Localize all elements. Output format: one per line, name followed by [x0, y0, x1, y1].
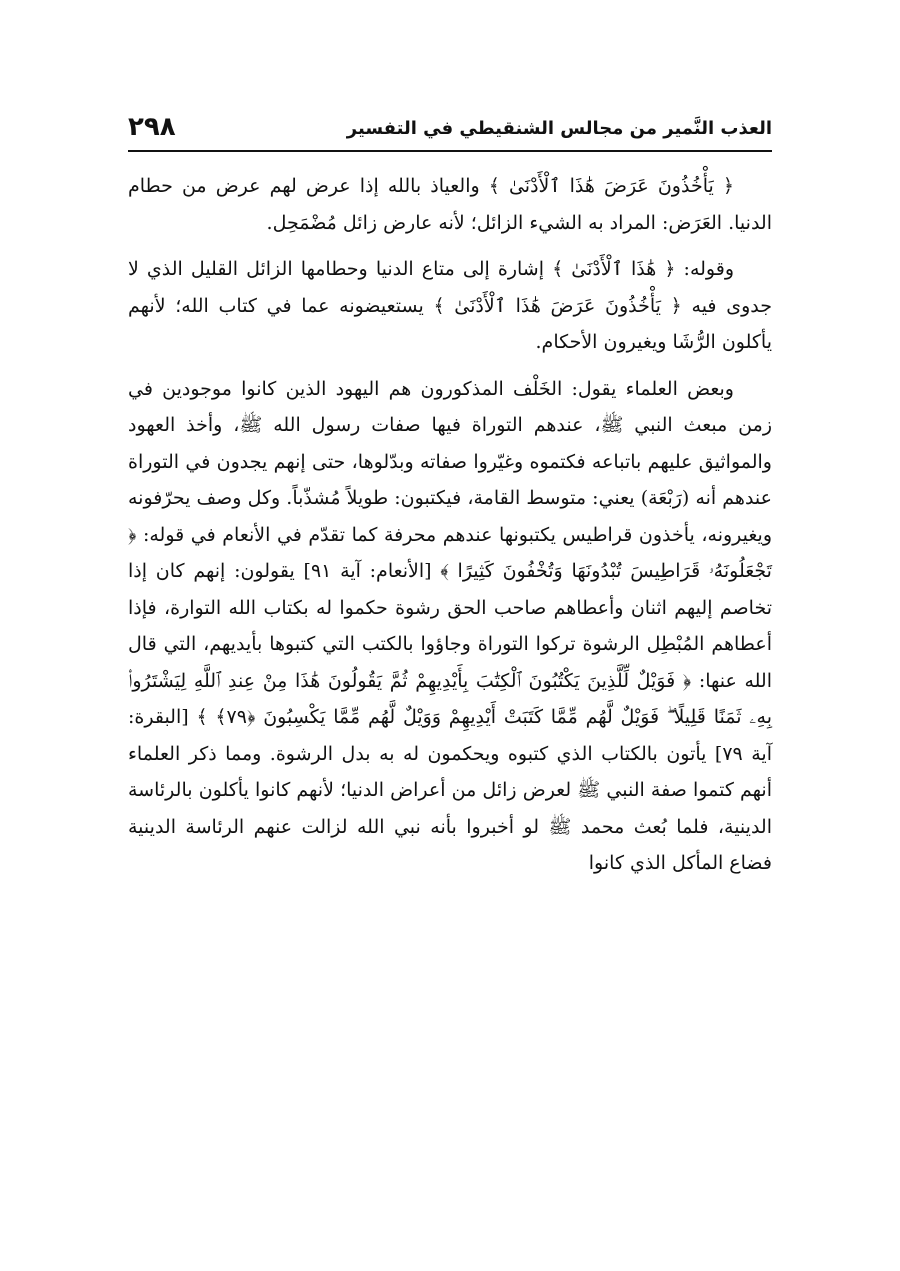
paragraph-3: وبعض العلماء يقول: الخَلْف المذكورون هم اليهود الذين كانوا موجودين في زمن مبعث النبي ﷺ، عندهم التوراة فيها صفات رسول الله ﷺ، وأخذ العهود والمواثيق عليهم باتباعه فكتموه وغيّروا صفاته وبدّلوها، حتى إنهم يجدون في التوراة عندهم أنه (رَبْعَة) يعني: متوسط القامة، فيكتبون: طويلاً مُشذّباً. وكل وصف يحرّفونه ويغيرونه، يأخذون قراطيس يكتبونها عندهم محرفة كما تقدّم في الأنعام في قوله: ﴿ تَجْعَلُونَهُۥ قَرَاطِيسَ تُبْدُونَهَا وَتُخْفُونَ كَثِيرًا ﴾ [الأنعام: آية ٩١] يقولون: إنهم كان إذا تخاصم إليهم اثنان وأعطاهم صاحب الحق رشوة حكموا له بكتاب الله التوارة، فإذا أعطاهم المُبْطِل الرشوة تركوا التوراة وجاؤوا بالكتب التي كتبوها بأيديهم، التي قال الله عنها: ﴿ فَوَيْلٌ لِّلَّذِينَ يَكْتُبُونَ ٱلْكِتَٰبَ بِأَيْدِيهِمْ ثُمَّ يَقُولُونَ هَٰذَا مِنْ عِندِ ٱللَّهِ لِيَشْتَرُوا۟ بِهِۦ ثَمَنًا قَلِيلًا ۖ فَوَيْلٌ لَّهُم مِّمَّا كَتَبَتْ أَيْدِيهِمْ وَوَيْلٌ لَّهُم مِّمَّا يَكْسِبُونَ ﴿٧٩﴾ ﴾ [البقرة: آية ٧٩] يأتون بالكتاب الذي كتبوه ويحكمون له به بدل الرشوة. ومما ذكر العلماء أنهم كتموا صفة النبي ﷺ لعرض زائل من أعراض الدنيا؛ لأنهم كانوا يأكلون بالرئاسة الدينية، فلما بُعث محمد ﷺ لو أخبروا بأنه نبي الله لزالت عنهم الرئاسة الدينية فضاع المأكل الذي كانوا: [128, 377, 772, 874]
paragraph-1: ﴿ يَأْخُذُونَ عَرَضَ هَٰذَا ٱلْأَدْنَىٰ ﴾ والعياذ بالله إذا عرض لهم عرض من حطام الدنيا. العَرَض: المراد به الشيء الزائل؛ لأنه عارض زائل مُضْمَحِل.: [128, 175, 772, 234]
paragraph-2: وقوله: ﴿ هَٰذَا ٱلْأَدْنَىٰ ﴾ إشارة إلى متاع الدنيا وحطامها الزائل القليل الذي لا جدوى فيه ﴿ يَأْخُذُونَ عَرَضَ هَٰذَا ٱلْأَدْنَىٰ ﴾ يستعيضونه عما في كتاب الله؛ لأنهم يأكلون الرُّشَا ويغيرون الأحكام.: [128, 258, 772, 353]
page-number: ٢٩٨: [128, 112, 176, 142]
running-header: [128, 112, 772, 152]
header-divider: [128, 150, 772, 152]
main-text: [128, 168, 772, 882]
running-title: العذب النَّمير من مجالس الشنقيطي في التفسير: [346, 118, 772, 139]
